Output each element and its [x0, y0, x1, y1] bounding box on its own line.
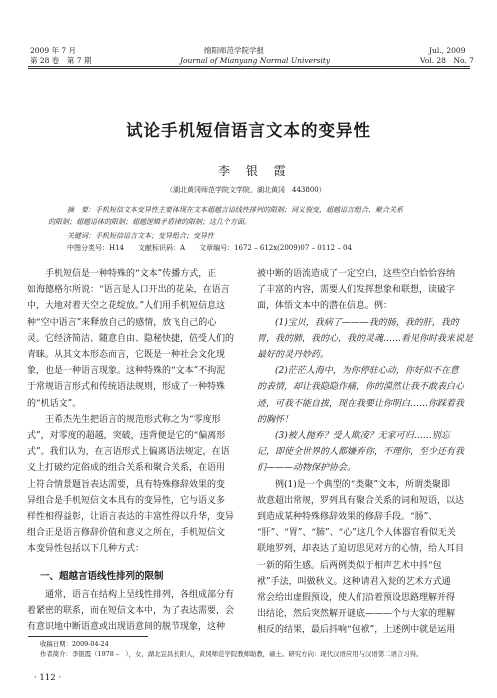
- paragraph-line: 上符合情景题旨表达需要，具有特殊修辞效果的变: [27, 479, 226, 490]
- paragraph-line: 了丰富的内容，需要人们发挥想象和联想，读破字: [257, 285, 456, 296]
- paragraph-line: 义上打破约定俗成的组合关系和聚合关系，在语用: [27, 463, 226, 474]
- paragraph-line: 中，大地对着天空之花绽放。”人们用手机短信息这: [27, 301, 226, 312]
- paragraph-line: 如海德格尔所说：“语言是人口开出的花朵，在语言: [27, 285, 230, 296]
- abstract-line-2: 的限制；超越语体的限制；超越逻辑矛盾律的限制；这几个方面。: [48, 218, 251, 226]
- paragraph-line: 常会给出虚假预设，使人们沿着预设思路理解并得: [257, 593, 456, 604]
- paragraph-line: 组合正是语言修辞价值和意义之所在，手机短信文: [27, 528, 226, 539]
- keywords: 关键词：手机短信语言文本；变异组合；变异性: [67, 232, 214, 240]
- author-bio: 作者简介：李银霞（1978 – ），女，湖北宜昌长阳人，黄冈师范学院教师助教，硕士。研究方向：现代汉语应用与汉语第二语言习得。: [40, 650, 423, 658]
- left-column-body: [27, 266, 234, 558]
- paragraph-line: 一新的陌生感。后两例类似于相声艺术中抖“包: [257, 560, 442, 571]
- paragraph-line: 王希杰先生把语言的规范形式称之为“零度形: [27, 414, 221, 425]
- header-rule-2: [28, 68, 470, 69]
- example-line: 迹，可我不能自拔，现在我要让你明白……你踩着我: [257, 398, 465, 409]
- paragraph-line: 着紧密的联系，而在短信文本中，为了表达需要，会: [27, 606, 235, 617]
- paragraph-line: 通常，语言在结构上呈线性排列，各组成部分有: [27, 590, 235, 600]
- journal-name-en: Journal of Mianyang Normal University: [180, 56, 331, 65]
- paragraph-line: “肝”、“胃”、“肺”、“心”这几个人体器官看似无关: [257, 528, 456, 539]
- left-column-continued: [27, 587, 234, 636]
- example-line: (2)茫茫人海中，为你停驻心动，你好似不在意: [257, 366, 459, 377]
- paragraph-line: 灵。它经济简洁、随意自由、隐秘快捷，倍受人们的: [27, 333, 235, 344]
- journal-name-cn: 绵阳师范学院学报: [204, 46, 264, 55]
- paragraph-line: 于常规语言形式和传统语法规则，形成了一种特殊: [27, 382, 226, 393]
- right-column-body: [257, 266, 473, 639]
- section-heading: 一、超越言语线性排列的限制: [40, 571, 164, 582]
- paragraph-line: 相反的结果，最后抖响“包袱”，上述例中就是运用: [257, 625, 456, 636]
- paragraph-line: 面，体悟文本中的潜在信息。例：: [257, 301, 393, 312]
- paragraph-line: 式”。我们认为，在言语形式上偏离语法规定，在语: [27, 447, 230, 458]
- paragraph-line: 种“空中语言”来释放自己的感情，放飞自己的心: [27, 317, 217, 328]
- paragraph-line: 例(1)是一个典型的“类聚”文本，所谓类聚即: [257, 479, 450, 490]
- paragraph-line: 异组合是手机短信文本具有的变异性，它与语义多: [27, 495, 226, 506]
- paragraph-line: 青睐。从其文本形态而言，它既是一种社会文化现: [27, 350, 226, 361]
- header-date-en: Jul., 2009: [429, 46, 466, 55]
- example-line: 的表情，却让我隐隐作痛，你的漠然让我不敢表白心: [257, 382, 465, 393]
- header-volume-en: Vol. 28 No. 7: [420, 56, 474, 65]
- example-line: 们———动物保护协会。: [257, 463, 357, 474]
- abstract-line-1: 摘 要：手机短信文本变异性主要体现在文本超越言语线性排列的限制；词义裂变，超越语言组合、聚合关系: [67, 206, 403, 214]
- paragraph-line: 手机短信是一种特殊的“文本”传播方式，正: [27, 269, 217, 279]
- header-rule: [28, 66, 470, 67]
- paragraph-line: 联地罗列，却表达了迫切思见对方的心情，给人耳目: [257, 544, 465, 555]
- paragraph-line: 式”，对零度的超越，突破，违背便是它的“偏离形: [27, 431, 226, 442]
- example-line: 胃，我的肺，我的心，我的灵魂……看见你时我来说是: [257, 333, 474, 344]
- paragraph-line: 的“机话文”。: [27, 398, 82, 409]
- paragraph-line: 有意识地中断语意或出现语意间的脱节现象，这种: [27, 622, 226, 633]
- author-name: 李 银 霞: [218, 164, 292, 178]
- paragraph-line: 本变异性包括以下几种方式：: [27, 544, 145, 555]
- paragraph-line: 被中断的语流造成了一定空白，这些空白恰恰容纳: [257, 269, 456, 279]
- page-number: · 112 ·: [34, 673, 62, 683]
- paragraph-line: 象，也是一种语言现象。这种特殊的“文本”不拘泥: [27, 366, 226, 377]
- example-line: 记，即使全世界的人都嫌弃你，不理你，至少还有我: [257, 447, 465, 458]
- paragraph-line: 故意超出常规，罗列具有聚合关系的词和短语，以达: [257, 495, 465, 506]
- paragraph-line: 到造成某种特殊修辞效果的修辞手段。“肠”、: [257, 512, 438, 523]
- example-line: 的胸怀！: [257, 414, 294, 425]
- paragraph-line: 出结论，然后突然解开谜底———个与大家的理解: [257, 609, 456, 620]
- paragraph-line: 袱”手法，叫做秋义。这种请君入瓮的艺术方式通: [257, 576, 451, 587]
- paragraph-line: 样性相得益彰，让语言表达的丰富性得以升华，变异: [27, 512, 235, 523]
- classification-line: 中图分类号：H14 文献标识码：A 文章编号：1672 – 612x(2009)07 – 0112 – 04: [67, 244, 352, 252]
- header-volume-issue: 第 28 卷 第 7 期: [30, 56, 92, 65]
- example-line: (1)宝贝，我病了———我的肠，我的肝，我的: [257, 317, 459, 328]
- received-date: 收稿日期：2009-04-24: [40, 640, 109, 648]
- author-affiliation: （湖北黄冈师范学院文学院，湖北黄冈 443800）: [166, 186, 326, 194]
- example-line: 最好的灵丹妙药。: [257, 350, 330, 361]
- example-line: (3)被人抛弃？受人欺凌？无家可归……别忘: [257, 431, 450, 442]
- footnote-rule: [28, 636, 148, 637]
- header-date: 2009 年 7 月: [30, 46, 77, 55]
- article-title: 试论手机短信语言文本的变异性: [126, 121, 371, 140]
